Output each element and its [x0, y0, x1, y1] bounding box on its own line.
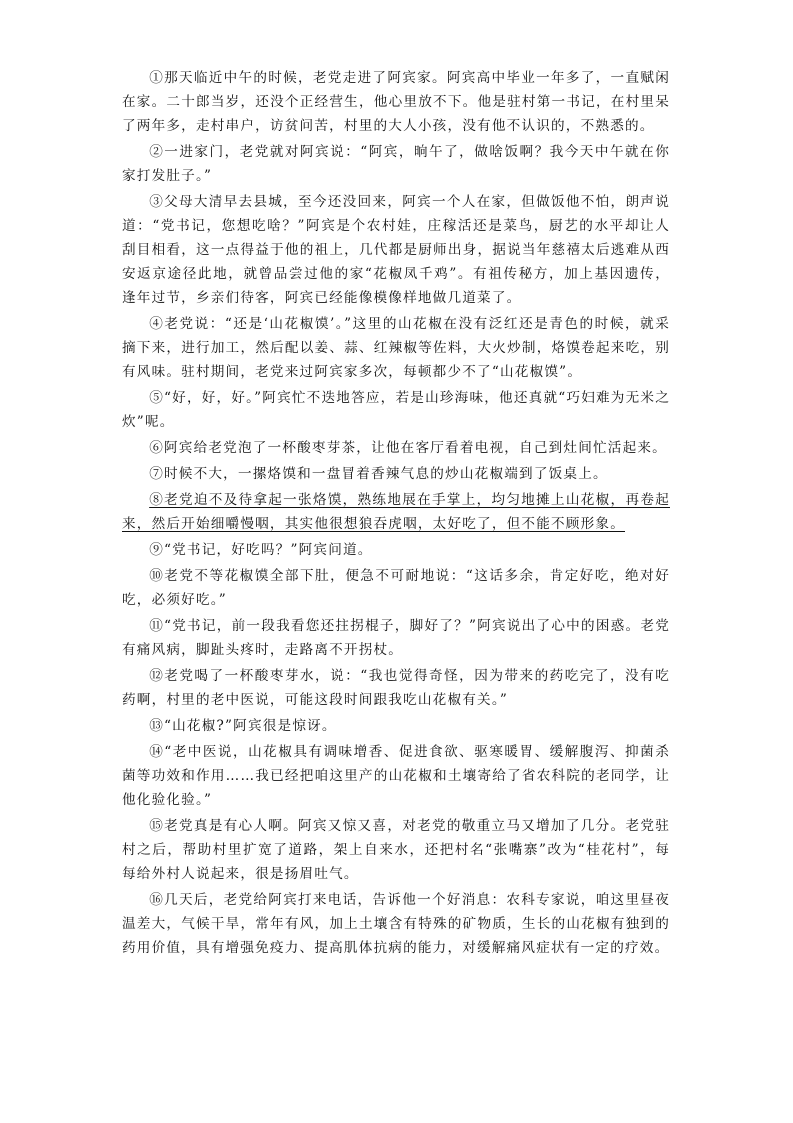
paragraph-13: ⑬“山花椒?”阿宾很是惊讶。 — [149, 718, 337, 734]
paragraph-12: ⑫老党喝了一杯酸枣芽水，说：“我也觉得奇怪，因为带来的药吃完了，没有吃药啊，村里的老中医说，可能这段时间跟我吃山花椒有关。” — [122, 668, 670, 708]
paragraph-1: ①那天临近中午的时候，老党走进了阿宾家。阿宾高中毕业一年多了，一直赋闲在家。二十郎当岁，还没个正经营生，他心里放不下。他是驻村第一书记，在村里呆了两年多，走村串户，访贫问苦，村里的大人小孩，没有他不认识的，不熟悉的。 — [122, 70, 670, 134]
paragraph-2: ②一进家门，老党就对阿宾说：“阿宾，晌午了，做啥饭啊？我今天中午就在你家打发肚子。” — [122, 144, 670, 184]
paragraph-4: ④老党说：“还是‘山花椒馍’。”这里的山花椒在没有泛红还是青色的时候，就采摘下来，进行加工，然后配以姜、蒜、红辣椒等佐料，大火炒制，烙馍卷起来吃，别有风味。驻村期间，老党来过阿宾家多次，每顿都少不了“山花椒馍”。 — [122, 316, 670, 380]
paragraph-15: ⑮老党真是有心人啊。阿宾又惊又喜，对老党的敬重立马又增加了几分。老党驻村之后，帮助村里扩宽了道路，架上自来水，还把村名“张嘴寨”改为“桂花村”，每每给外村人说起来，很是扬眉吐气。 — [122, 818, 670, 882]
paragraph-6: ⑥阿宾给老党泡了一杯酸枣芽茶，让他在客厅看着电视，自己到灶间忙活起来。 — [149, 440, 667, 456]
paragraph-14: ⑭“老中医说，山花椒具有调味增香、促进食欲、驱寒暖胃、缓解腹泻、抑菌杀菌等功效和作用……我已经把咱这里产的山花椒和土壤寄给了省农科院的老同学，让他化验化验。” — [122, 744, 670, 808]
paragraph-11: ⑪“党书记，前一段我看您还拄拐棍子，脚好了？”阿宾说出了心中的困惑。老党有痛风病，脚趾头疼时，走路离不开拐杖。 — [122, 618, 670, 658]
paragraph-3: ③父母大清早去县城，至今还没回来，阿宾一个人在家，但做饭他不怕，朗声说道：“党书记，您想吃啥？”阿宾是个农村娃，庄稼活还是菜鸟，厨艺的水平却让人刮目相看，这一点得益于他的祖上，几代都是厨师出身，据说当年慈禧太后逃难从西安返京途径此地，就曾品尝过他的家“花椒凤千鸡”。有祖传秘方，加上基因遗传，逢年过节，乡亲们待客，阿宾已经能像模像样地做几道菜了。 — [122, 194, 670, 306]
paragraph-5: ⑤“好，好，好。”阿宾忙不迭地答应，若是山珍海味，他还真就“巧妇难为无米之炊”呢。 — [122, 390, 670, 430]
paragraph-8-underlined: ⑧老党迫不及待拿起一张烙馍，熟练地展在手掌上，均匀地摊上山花椒，再卷起来，然后开始细嚼慢咽，其实他很想狼吞虎咽，太好吃了，但不能不顾形象。 — [122, 492, 670, 532]
paragraph-10: ⑩老党不等花椒馍全部下肚，便急不可耐地说：“这话多余，肯定好吃，绝对好吃，必须好吃。” — [122, 568, 670, 608]
paragraph-16: ⑯几天后，老党给阿宾打来电话，告诉他一个好消息：农科专家说，咱这里昼夜温差大，气候干旱，常年有风，加上土壤含有特殊的矿物质，生长的山花椒有独到的药用价值，具有增强免疫力、提高肌体抗病的能力，对缓解痛风症状有一定的疗效。 — [122, 892, 670, 956]
paragraph-9: ⑨“党书记，好吃吗？”阿宾问道。 — [149, 542, 373, 558]
document-body — [122, 66, 670, 962]
paragraph-7: ⑦时候不大，一摞烙馍和一盘冒着香辣气息的炒山花椒端到了饭桌上。 — [149, 466, 608, 482]
